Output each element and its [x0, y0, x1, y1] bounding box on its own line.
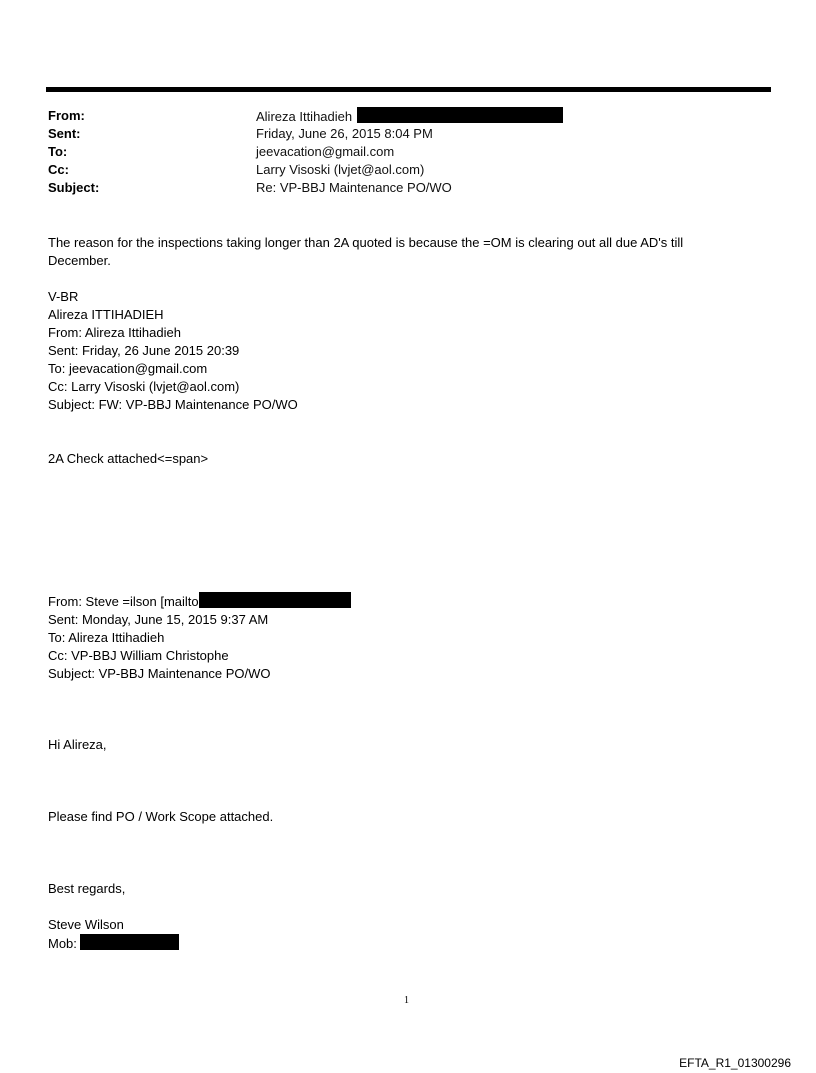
- to-label: To:: [48, 144, 68, 159]
- mob-label: Mob:: [48, 936, 77, 951]
- signature-name: Steve Wilson: [48, 917, 124, 932]
- from-label: From:: [48, 108, 85, 123]
- fwd2-line: Sent: Monday, June 15, 2015 9:37 AM: [48, 612, 269, 627]
- fwd2-line: To: Alireza Ittihadieh: [48, 630, 165, 645]
- header-rule: [46, 87, 771, 92]
- fwd1-line: V-BR: [48, 289, 79, 304]
- fwd2-line: Subject: VP-BBJ Maintenance PO/WO: [48, 666, 271, 681]
- greeting: Hi Alireza,: [48, 737, 107, 752]
- signature-mob-line: [48, 934, 179, 953]
- closing: Best regards,: [48, 881, 126, 896]
- document-id: EFTA_R1_01300296: [679, 1056, 791, 1070]
- redaction-box: [357, 107, 563, 123]
- fwd2-line: Cc: VP-BBJ William Christophe: [48, 648, 229, 663]
- page-number: 1: [404, 995, 409, 1006]
- fwd2-from-text: From: Steve =ilson [mailto: [48, 594, 199, 609]
- signature: [48, 916, 179, 953]
- fwd1-line: Subject: FW: VP-BBJ Maintenance PO/WO: [48, 397, 298, 412]
- cc-label: Cc:: [48, 162, 69, 177]
- cc-value: Larry Visoski (lvjet@aol.com): [256, 162, 425, 177]
- from-value: [256, 107, 563, 126]
- subject-label: Subject:: [48, 180, 100, 195]
- fwd1-line: Cc: Larry Visoski (lvjet@aol.com): [48, 379, 240, 394]
- sent-label: Sent:: [48, 126, 81, 141]
- sent-value: Friday, June 26, 2015 8:04 PM: [256, 126, 433, 141]
- forwarded-header-2: [48, 592, 351, 683]
- message-text: Please find PO / Work Scope attached.: [48, 809, 274, 824]
- intro-paragraph: The reason for the inspections taking longer than 2A quoted is because the =OM is clearing out all due AD's till December.: [48, 235, 684, 268]
- fwd1-line: Alireza ITTIHADIEH: [48, 307, 164, 322]
- fwd2-from-line: [48, 592, 351, 611]
- fwd1-line: Sent: Friday, 26 June 2015 20:39: [48, 343, 240, 358]
- attached-note: 2A Check attached<=span>: [48, 451, 209, 466]
- to-value: jeevacation@gmail.com: [256, 144, 395, 159]
- redaction-box: [199, 592, 351, 608]
- from-name: Alireza Ittihadieh: [256, 109, 353, 124]
- subject-value: Re: VP-BBJ Maintenance PO/WO: [256, 180, 452, 195]
- fwd1-line: To: jeevacation@gmail.com: [48, 361, 208, 376]
- fwd1-line: From: Alireza Ittihadieh: [48, 325, 181, 340]
- forwarded-header-1: [48, 288, 298, 414]
- redaction-box: [80, 934, 179, 950]
